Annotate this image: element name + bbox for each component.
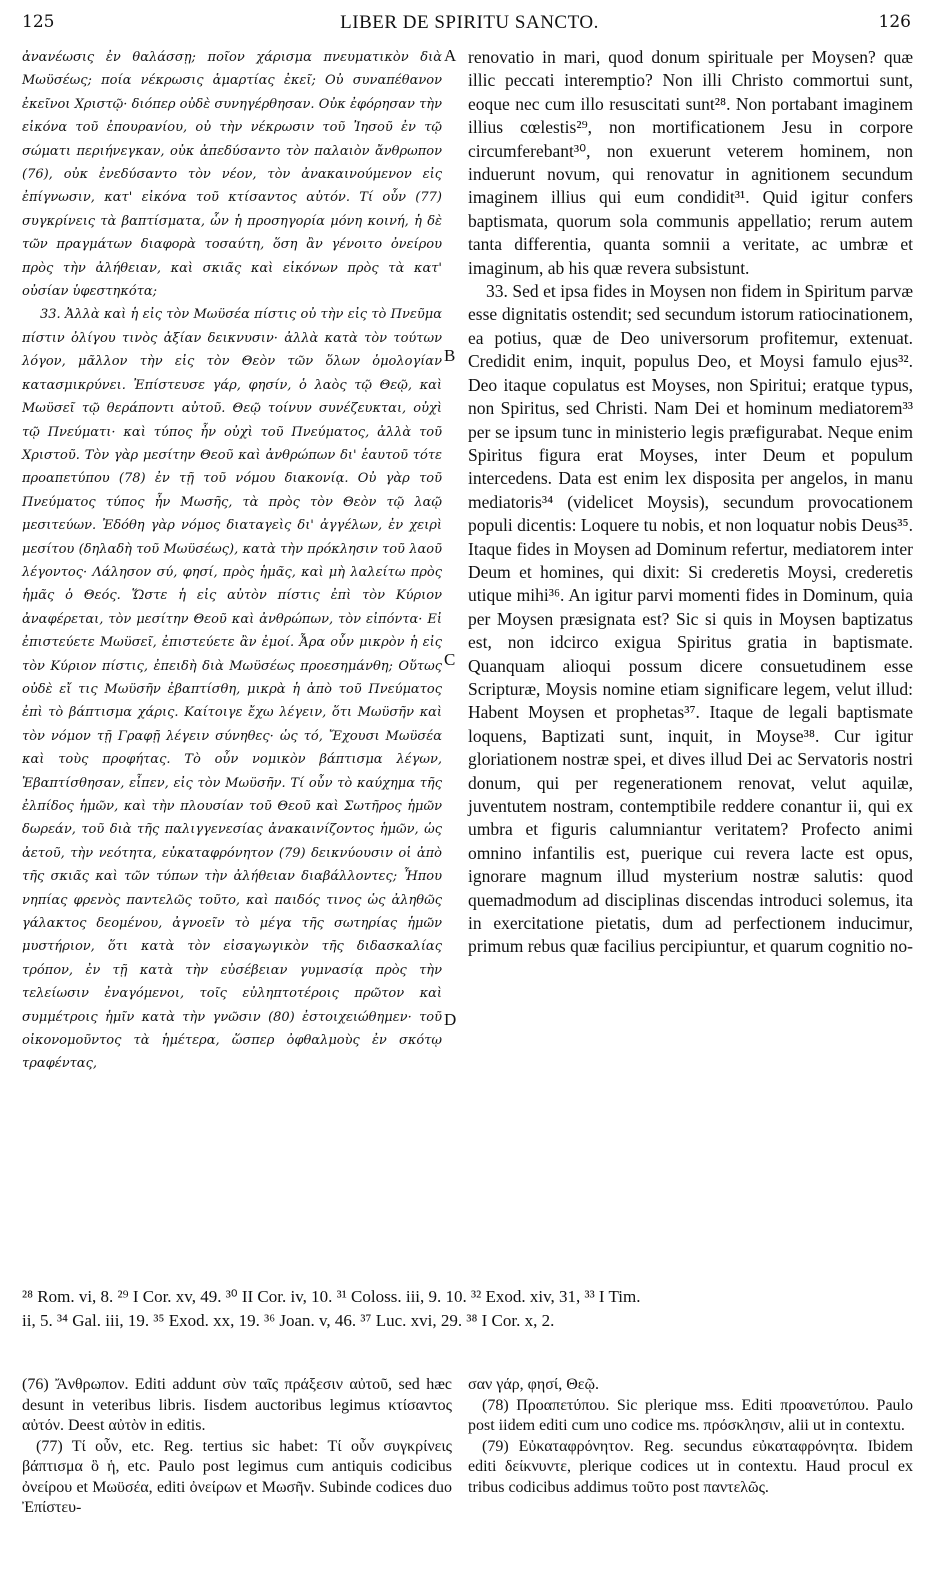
editor-notes-right — [468, 1375, 913, 1498]
greek-text-column — [22, 46, 442, 1076]
footnote-line: ii, 5. ³⁴ Gal. iii, 19. ³⁵ Exod. xx, 19. ³⁶ Joan. v, 46. ³⁷ Luc. xvi, 29. ³⁸ I Cor. x, 2. — [22, 1311, 555, 1330]
editor-notes-left — [22, 1375, 452, 1519]
editor-note: (78) Προαπετύπου. Sic plerique mss. Editi προανετύπου. Paulo post iidem editi cum uno codice ms. πρόσκλησιν, alii ut in contextu. — [468, 1396, 913, 1434]
latin-text-column — [468, 46, 913, 959]
editor-note-continuation: σαν γάρ, φησί, Θεῷ. — [468, 1376, 600, 1393]
margin-marker-d: D — [444, 1010, 457, 1029]
latin-paragraph: renovatio in mari, quod donum spirituale per Moysen? quæ illic peccati interemptio? Non illi Christo commortui sunt, eoque nec cum illo resuscitati sunt²⁸. Non portabant imaginem illius cœlestis²⁹, non mortificationem Jesu in corpore circumferebant³⁰, non exuerunt veterem hominem, non induerunt novum, qui renovatur in agnitionem secundum imaginem illius qui eum condidit³¹. Quid igitur confers baptismata, quorum sola communis appellatio; rerum autem tanta differentia, quanta somnii a veritate, ac umbræ et imaginum, ab his quæ revera subsistunt. — [468, 47, 913, 278]
margin-marker-c: C — [444, 650, 456, 669]
greek-paragraph: 33. Ἀλλὰ καὶ ἡ εἰς τὸν Μωϋσέα πίστις οὐ τὴν εἰς τὸ Πνεῦμα πίστιν ὀλίγου τινὸς ἀξίαν δεικνυσιν· ἀλλὰ κατὰ τὸν τούτων λόγον, μᾶλλον τὴν εἰς τὸν Θεὸν τῶν ὅλων ὁμολογίαν κατασμικρύνει. Ἐπίστευσε γάρ, φησίν, ὁ λαὸς τῷ Θεῷ, καὶ Μωϋσεῖ τῷ θεράποντι αὐτοῦ. Θεῷ τοίνυν συνέζευκται, οὐχὶ τῷ Πνεύματι· καὶ τύπος ἦν οὐχὶ τοῦ Πνεύματος, ἀλλὰ τοῦ Χριστοῦ. Τὸν γὰρ μεσίτην Θεοῦ καὶ ἀνθρώπων δι' ἑαυτοῦ τότε προαπετύπου (78) ἐν τῇ τοῦ νόμου διακονίᾳ. Οὐ γὰρ τοῦ Πνεύματος τύπος ἦν Μωσῆς, τὰ πρὸς τὸν Θεὸν τῷ λαῷ μεσιτεύων. Ἐδόθη γὰρ νόμος διαταγεὶς δι' ἀγγέλων, ἐν χειρὶ μεσίτου (δηλαδὴ τοῦ Μωϋσέως), κατὰ τὴν πρόκλησιν τοῦ λαοῦ λέγοντος· Λάλησον σύ, φησί, πρὸς ἡμᾶς, καὶ μὴ λαλείτω πρὸς ἡμᾶς ὁ Θεός. Ὥστε ἡ εἰς αὐτὸν πίστις ἐπὶ τὸν Κύριον ἀναφέρεται, τὸν μεσίτην Θεοῦ καὶ ἀνθρώπων, τὸν εἰπόντα· Εἰ ἐπιστεύετε Μωϋσεῖ, ἐπιστεύετε ἂν ἐμοί. Ἆρα οὖν μικρὸν ἡ εἰς τὸν Κύριον πίστις, ἐπειδὴ διὰ Μωϋσέως προεσημάνθη; Οὕτως οὐδὲ εἴ τις Μωϋσῆν ἐβαπτίσθη, μικρὰ ἡ ἀπὸ τοῦ Πνεύματος ἐπὶ τὸ βάπτισμα χάρις. Καίτοιγε ἔχω λέγειν, ὅτι Μωϋσῆν καὶ τὸν νόμον τῇ Γραφῇ λέγειν σύνηθες· ὡς τό, Ἔχουσι Μωϋσέα καὶ τοὺς προφήτας. Τὸ οὖν νομικὸν βάπτισμα λέγων, Ἐβαπτίσθησαν, εἶπεν, εἰς τὸν Μωϋσῆν. Τί οὖν τὸ καύχημα τῆς ἐλπίδος ἡμῶν, καὶ τὴν πλουσίαν τοῦ Θεοῦ καὶ Σωτῆρος ἡμῶν δωρεάν, τοῦ διὰ τῆς παλιγγενεσίας ἀνακαινίζοντος ἡμῶν, ὡς ἀετοῦ, τὴν νεότητα, εὐκαταφρόνητον (79) δεικνύουσιν οἱ ἀπὸ τῆς σκιᾶς καὶ τῶν τύπων τὴν ἀλήθειαν διαβάλλοντες; Ἦπου νηπίας φρενὸς παντελῶς τοῦτο, καὶ παιδός τινος ὡς ἀληθῶς γάλακτος δεομένου, ἀγνοεῖν τὸ μέγα τῆς σωτηρίας ἡμῶν μυστήριον, ὅτι κατὰ τὸν εἰσαγωγικὸν τῆς διδασκαλίας τρόπον, ἐν τῇ κατὰ τὴν εὐσέβειαν γυμνασίᾳ πρὸς τὴν τελείωσιν ἐναγόμενοι, τοῖς εὐληπτοτέροις πρῶτον καὶ συμμέτροις ἡμῖν κατὰ τὴν γνῶσιν (80) ἐστοιχειώθημεν· τοῦ οἰκονομοῦντος τὰ ἡμέτερα, ὥσπερ ὀφθαλμοὺς ἐν σκότῳ τραφέντας, — [22, 307, 442, 1072]
scripture-footnotes — [22, 1285, 917, 1333]
greek-paragraph: ἀνανέωσις ἐν θαλάσσῃ; ποῖον χάρισμα πνευματικὸν διὰ Μωϋσέως; ποία νέκρωσις ἁμαρτίας ἐκεῖ; Οὐ συναπέθανον ἐκεῖνοι Χριστῷ· διόπερ οὐδὲ συνηγέρθησαν. Οὐκ ἐφόρησαν τὴν εἰκόνα τοῦ ἐπουρανίου, οὐ τὴν νέκρωσιν τοῦ Ἰησοῦ ἐν τῷ σώματι περιήνεγκαν, οὐκ ἀπεδύσαντο τὸν παλαιὸν ἄνθρωπον (76), οὐκ ἐνεδύσαντο τὸν νέον, τὸν ἀνακαινούμενον εἰς ἐπίγνωσιν, κατ' εἰκόνα τοῦ κτίσαντος αὐτόν. Τί οὖν (77) συγκρίνεις τὰ βαπτίσματα, ὧν ἡ προσηγορία μόνη κοινή, ἡ δὲ τῶν πραγμάτων διαφορὰ τοσαύτη, ὅση ἂν γένοιτο ὀνείρου πρὸς τὴν ἀλήθειαν, καὶ σκιᾶς καὶ εἰκόνων πρὸς τὰ κατ' οὐσίαν ὑφεστηκότα; — [22, 50, 442, 300]
editor-note: (79) Εὐκαταφρόνητον. Reg. secundus εὐκαταφρόνητα. Ibidem editi δείκνυντε, plerique codices ut in contextu. Haud procul ex tribus codicibus addimus τοῦτο post παντελῶς. — [468, 1437, 913, 1496]
latin-paragraph: 33. Sed et ipsa fides in Moysen non fidem in Spiritum parvæ esse dignitatis ostendit; sed secundum istorum ratiocinationem, ea potius, quæ de Deo universorum profitemur, extenuat. Credidit enim, inquit, populus Deo, et Moysi famulo ejus³². Deo itaque copulatus est Moyses, non Spiritui; eratque typus, non Spiritus, sed Christi. Nam Dei et hominum mediatorem³³ per se ipsum tunc in ministerio legis præfigurabat. Neque enim Spiritus figura erat Moyses, inter Deum et populum intercedens. Data est enim lex disposita per angelos, in manu mediatoris³⁴ (videlicet Moysis), secundum provocationem populi dicentis: Loquere tu nobis, et non loquatur nobis Deus³⁵. Itaque fides in Moysen ad Dominum refertur, mediatorem inter Deum et homines, qui dixit: Si crederetis Moysi, crederetis utique mihi³⁶. An igitur parvi momenti fides in Dominum, quia per Moysen præsignata est? Sic si quis in Moysen baptizatus est, non idcirco exigua Spiritus gratia in baptismate. Quanquam alioqui possum dicere consuetudinem esse Scripturæ, Moysis nomine etiam significare legem, velut illud: Habent Moysen et prophetas³⁷. Itaque de legali baptismate loquens, Baptizati sunt, inquit, in Moyse³⁸. Cur igitur gloriationem nostræ spei, et dives illud Dei ac Servatoris nostri donum, qui per regenerationem renovat, velut aquilæ, juventutem nostram, contemptibile reddere conantur ii, qui ex umbra et figuris calumniantur veritatem? Profecto animi omnino infantilis est, puerique cui revera lacte est opus, ignorare magnum illud mysterium nostræ salutis: quod quemadmodum ad disciplinas discendas introduci solemus, ita in exercitatione pietatis, dum ad perfectionem inducimur, primum rebus quæ facilius percipiuntur, et quarum cognitio no- — [468, 281, 913, 957]
running-title: LIBER DE SPIRITU SANCTO. — [340, 12, 599, 33]
left-page-number: 125 — [22, 12, 55, 32]
margin-marker-b: B — [444, 346, 456, 365]
right-page-number: 126 — [878, 12, 911, 32]
footnote-line: ²⁸ Rom. vi, 8. ²⁹ I Cor. xv, 49. ³⁰ II Cor. iv, 10. ³¹ Coloss. iii, 9. 10. ³² Exod. xiv, 31, ³³ I Tim. — [22, 1287, 641, 1306]
editor-note: (76) Ἄνθρωπον. Editi addunt σὺν ταῖς πράξεσιν αὐτοῦ, sed hæc desunt in veteribus libris. Iisdem auctoribus legimus κτίσαντος αὐτόν. Deest αὐτὸν in editis. — [22, 1376, 452, 1434]
margin-marker-a: A — [444, 46, 457, 65]
editor-note: (77) Τί οὖν, etc. Reg. tertius sic habet: Τί οὖν συγκρίνεις βάπτισμα ὃ ἡ, etc. Paulo post legimus cum antiquis codicibus ὀνείρου et Μωϋσέα, editi ὀνείρων et Μωσῆν. Subinde codices duo Ἐπίστευ- — [22, 1437, 452, 1516]
